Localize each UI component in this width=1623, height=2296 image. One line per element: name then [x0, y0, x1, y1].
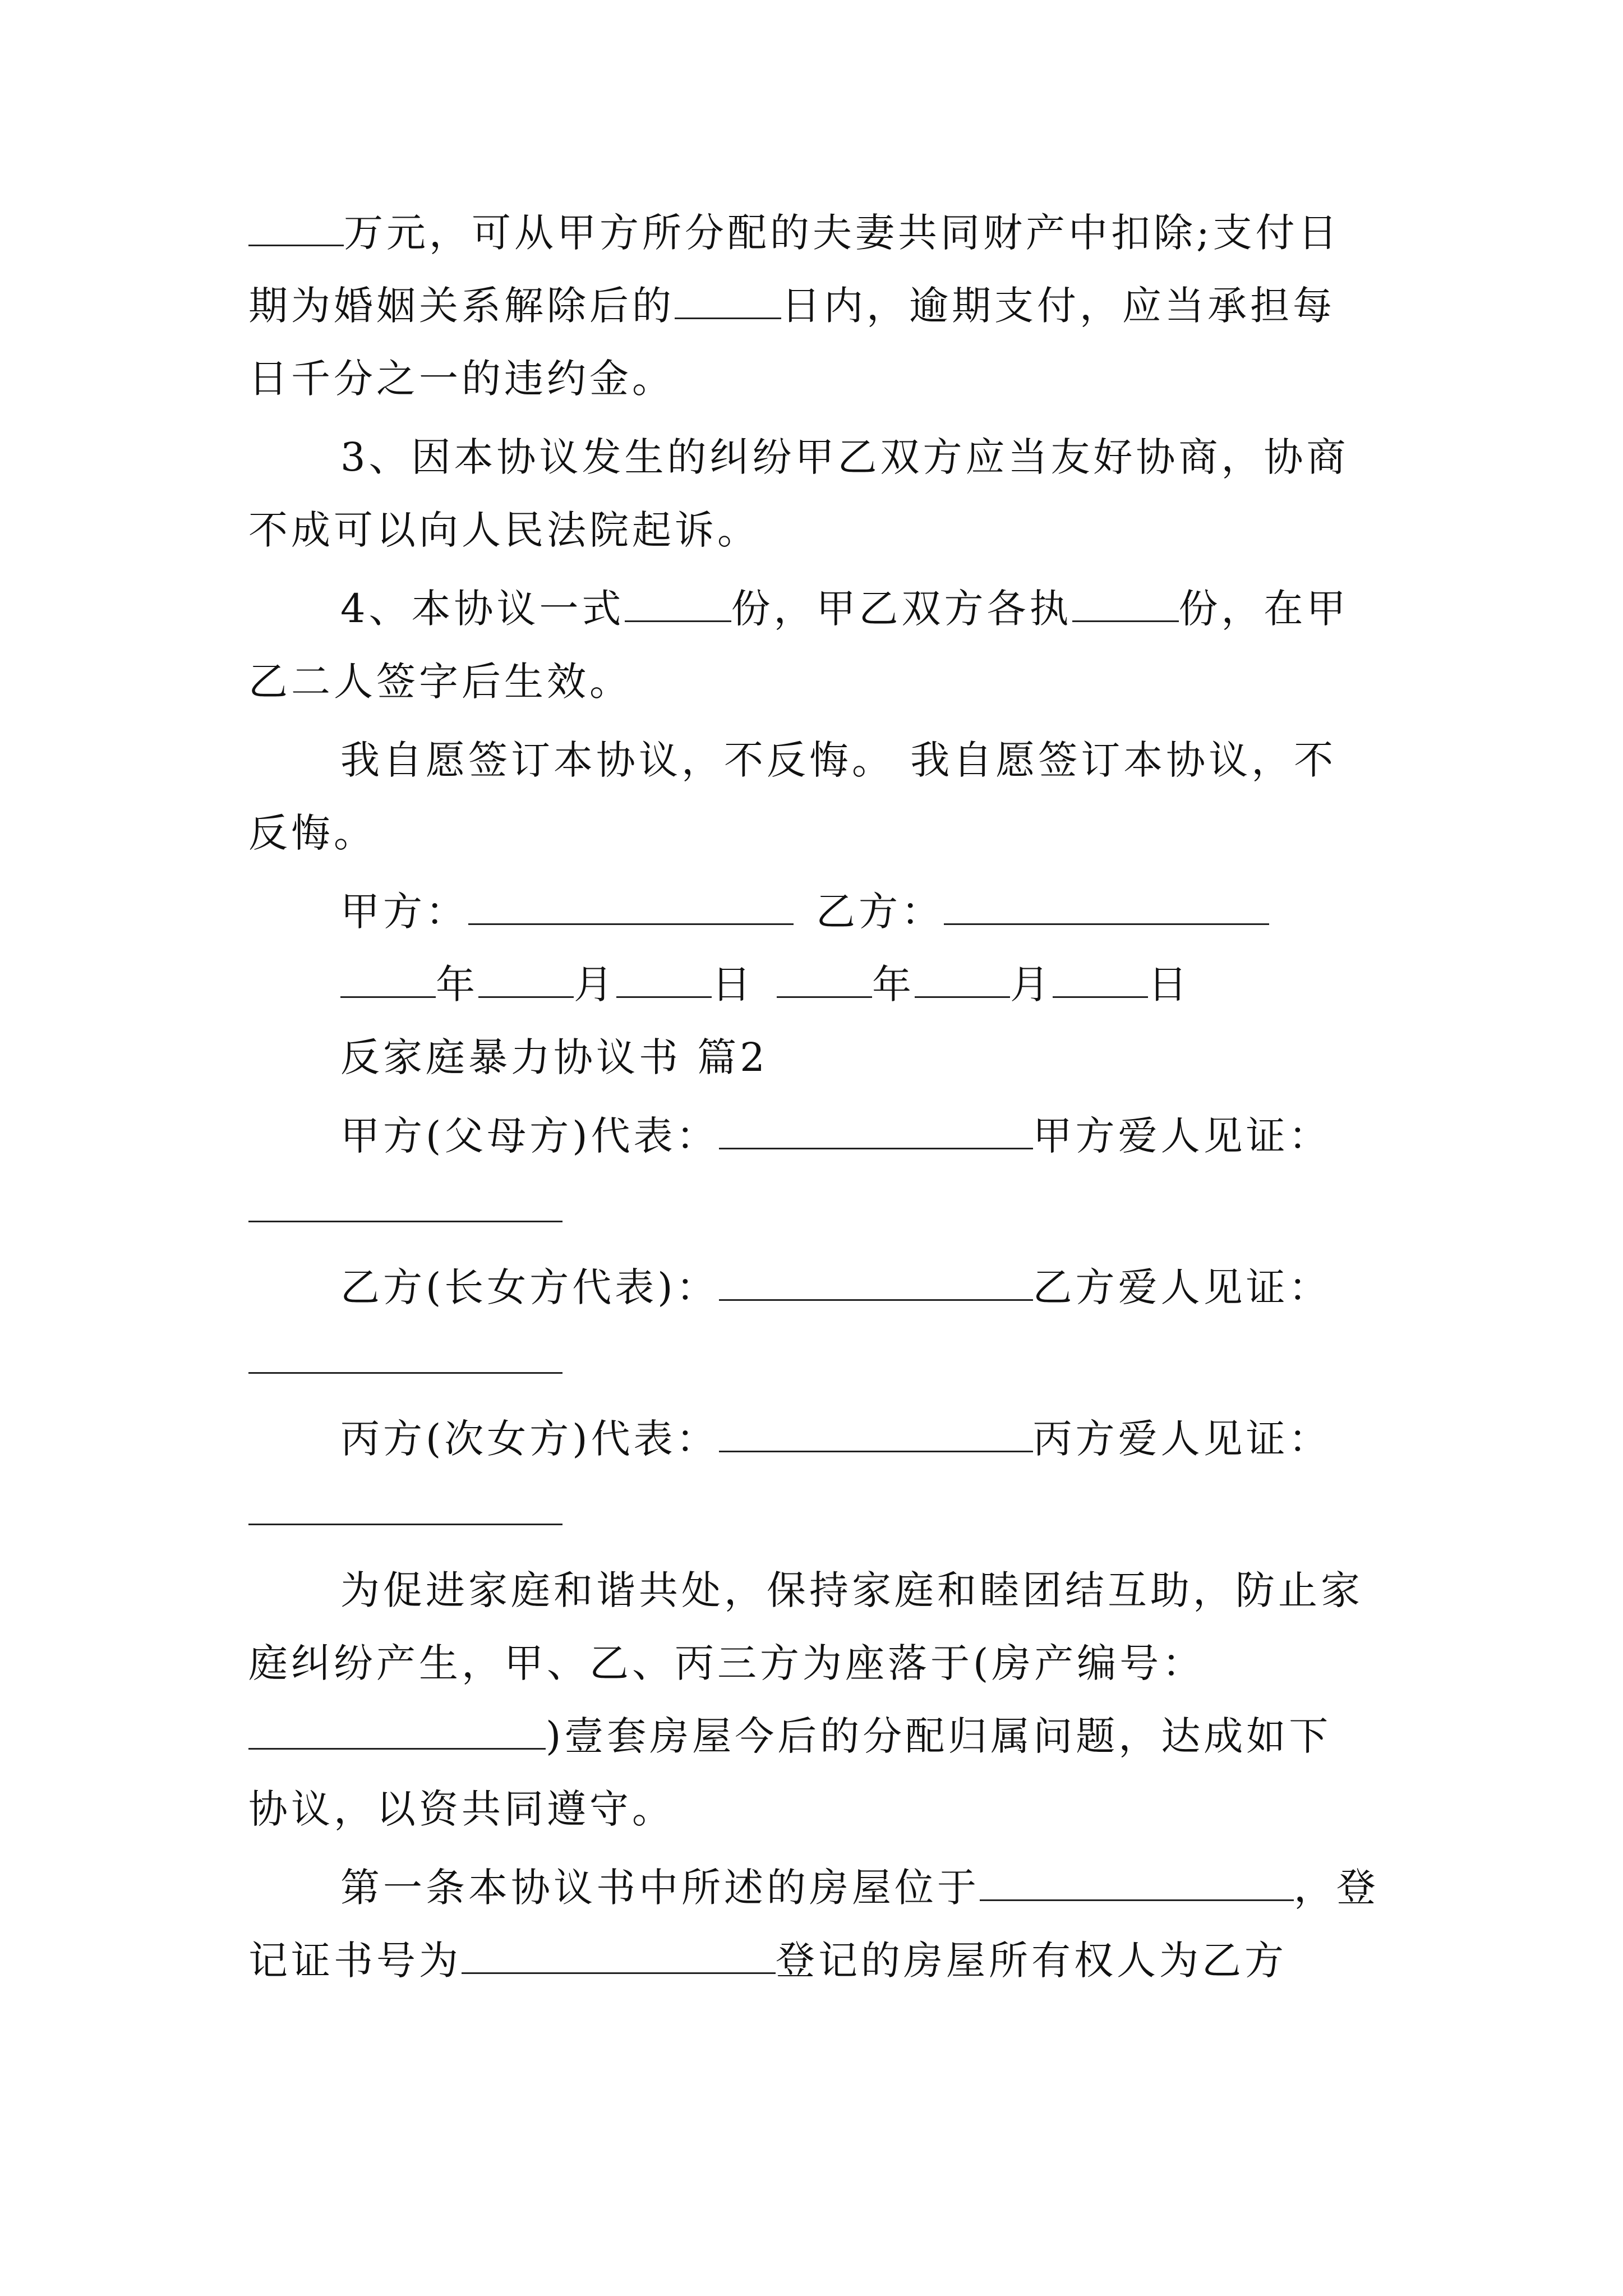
blank-field — [915, 963, 1010, 998]
blank-field — [478, 963, 574, 998]
party-a-representative — [340, 1105, 1331, 1167]
text: 份，在甲 — [1178, 586, 1349, 632]
preamble-line-3 — [248, 1705, 1331, 1767]
blank-field — [719, 1266, 1033, 1301]
text: 丙方爱人见证： — [1032, 1416, 1331, 1462]
blank-field — [1072, 587, 1179, 622]
signature-line — [340, 881, 1269, 942]
text: 丙方(次女方)代表： — [340, 1416, 719, 1462]
line-3: 日千分之一的违约金。 — [248, 356, 675, 402]
text: 日 — [1148, 961, 1191, 1007]
party-b-witness-field — [248, 1329, 562, 1391]
blank-field — [719, 1417, 1033, 1452]
text: 份，甲乙双方各执 — [731, 586, 1072, 632]
party-a-label: 甲方： — [340, 889, 468, 935]
preamble-line-2: 庭纠纷产生，甲、乙、丙三方为座落于(房产编号： — [248, 1640, 1205, 1686]
article-1-line-2 — [248, 1930, 1287, 1991]
text: 年 — [872, 961, 915, 1007]
blank-field — [248, 211, 344, 246]
text: 甲方(父母方)代表： — [340, 1113, 719, 1159]
party-a-signature-field — [468, 890, 794, 925]
clause-3-line-1: 3、因本协议发生的纠纷甲乙双方应当友好协商，协商 — [340, 434, 1349, 480]
blank-field — [1053, 963, 1148, 998]
text: 乙方(长女方代表)： — [340, 1264, 719, 1310]
blank-field — [625, 587, 731, 622]
text: 万元，可从甲方所分配的夫妻共同财产中扣除;支付日 — [344, 210, 1341, 256]
text: 4、本协议一式 — [340, 586, 625, 632]
clause-4-line-2: 乙二人签字后生效。 — [248, 659, 632, 705]
section-heading: 反家庭暴力协议书 篇2 — [340, 1034, 768, 1080]
date-line — [340, 954, 1191, 1015]
text: ，登 — [1294, 1865, 1379, 1911]
text: 乙方爱人见证： — [1032, 1264, 1331, 1310]
line-2 — [248, 275, 1335, 337]
text: 日 — [712, 961, 754, 1007]
clause-4-line-1 — [340, 578, 1349, 639]
article-1-line-1 — [340, 1857, 1379, 1918]
blank-field — [777, 963, 872, 998]
blank-field — [675, 284, 781, 319]
text: )壹套房屋今后的分配归属问题，达成如下 — [546, 1713, 1332, 1759]
voluntary-line-1: 我自愿签订本协议，不反悔。 我自愿签订本协议，不 — [340, 737, 1337, 783]
blank-field — [248, 1490, 562, 1525]
blank-field — [340, 963, 436, 998]
property-location-field — [980, 1866, 1294, 1901]
text: 月 — [574, 961, 616, 1007]
party-b-representative — [340, 1257, 1331, 1318]
voluntary-line-2: 反悔。 — [248, 810, 376, 856]
clause-3-line-2: 不成可以向人民法院起诉。 — [248, 507, 760, 553]
blank-field — [248, 1338, 562, 1374]
party-b-label: 乙方： — [816, 889, 944, 935]
preamble-line-1: 为促进家庭和谐共处，保持家庭和睦团结互助，防止家 — [340, 1567, 1363, 1613]
text: 期为婚姻关系解除后的 — [248, 283, 675, 329]
text: 第一条本协议书中所述的房屋位于 — [340, 1865, 980, 1911]
text: 甲方爱人见证： — [1032, 1113, 1331, 1159]
preamble-line-4: 协议，以资共同遵守。 — [248, 1786, 675, 1832]
blank-field — [248, 1187, 562, 1222]
line-1 — [248, 202, 1341, 264]
text: 年 — [436, 961, 478, 1007]
text: 日内，逾期支付，应当承担每 — [781, 283, 1335, 329]
blank-field — [719, 1114, 1033, 1149]
party-c-representative — [340, 1408, 1331, 1470]
certificate-number-field — [462, 1939, 776, 1974]
property-number-field — [248, 1714, 546, 1750]
party-b-signature-field — [944, 890, 1269, 925]
text: 登记的房屋所有权人为乙方 — [776, 1938, 1287, 1984]
blank-field — [616, 963, 712, 998]
party-a-witness-field — [248, 1178, 562, 1240]
party-c-witness-field — [248, 1481, 562, 1543]
text: 记证书号为 — [248, 1938, 462, 1984]
text: 月 — [1010, 961, 1053, 1007]
